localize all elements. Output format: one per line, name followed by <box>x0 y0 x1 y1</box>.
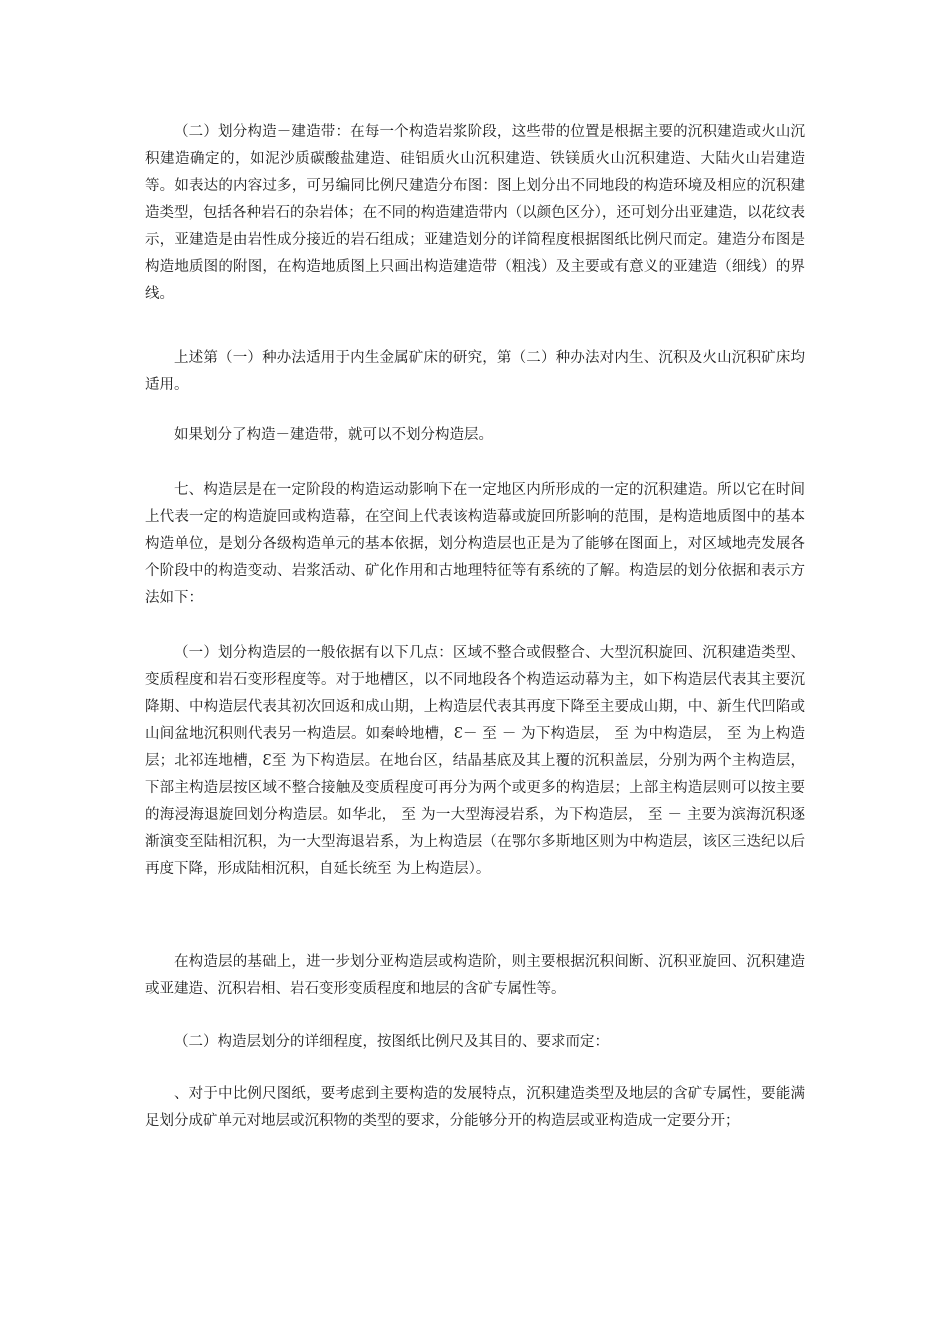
paragraph-tectonic-formation-belts: （二）划分构造－建造带：在每一个构造岩浆阶段，这些带的位置是根据主要的沉积建造或火山沉积建造确定的，如泥沙质碳酸盐建造、硅铝质火山沉积建造、铁镁质火山沉积建造、大陆火山岩建造等。如表达的内容过多，可另编同比例尺建造分布图：图上划分出不同地段的构造环境及相应的沉积建造类型，包括各种岩石的杂岩体；在不同的构造建造带内（以颜色区分），还可划分出亚建造，以花纹表示，亚建造是由岩性成分接近的岩石组成；亚建造划分的详简程度根据图纸比例尺而定。建造分布图是构造地质图的附图，在构造地质图上只画出构造建造带（粗浅）及主要或有意义的亚建造（细线）的界线。 <box>145 124 805 302</box>
paragraph-division-detail: （二）构造层划分的详细程度，按图纸比例尺及其目的、要求而定： <box>174 1034 609 1050</box>
paragraph-no-tectonic-layer: 如果划分了构造－建造带，就可以不划分构造层。 <box>174 427 493 443</box>
paragraph-section-seven-tectonic-layer: 七、构造层是在一定阶段的构造运动影响下在一定地区内所形成的一定的沉积建造。所以它在时间上代表一定的构造旋回或构造幕，在空间上代表该构造幕或旋回所影响的范围，是构造地质图中的基本构造单位，是划分各级构造单元的基本依据，划分构造层也正是为了能够在图面上，对区域地壳发展各个阶段中的构造变动、岩浆活动、矿化作用和古地理特征等有系统的了解。构造层的划分依据和表示方法如下： <box>145 482 805 606</box>
paragraph-medium-scale-maps: 、对于中比例尺图纸，要考虑到主要构造的发展特点，沉积建造类型及地层的含矿专属性，要能满足划分成矿单元对地层或沉积物的类型的要求，分能够分开的构造层或亚构造成一定要分开； <box>145 1086 805 1129</box>
paragraph-division-criteria: （一）划分构造层的一般依据有以下几点：区域不整合或假整合、大型沉积旋回、沉积建造类型、变质程度和岩石变形程度等。对于地槽区，以不同地段各个构造运动幕为主，如下构造层代表其主要沉降期、中构造层代表其初次回返和成山期，上构造层代表其再度下降至主要成山期，中、新生代凹陷或山间盆地沉积则代表另一构造层。如秦岭地槽，Ɛ－ 至 － 为下构造层， 至 为中构造层， 至 为上构造层；北祁连地槽，Ɛ至 为下构造层。在地台区，结晶基底及其上覆的沉积盖层，分别为两个主构造层，下部主构造层按区域不整合接触及变质程度可再分为两个或更多的构造层；上部主构造层则可以按主要的海浸海退旋回划分构造层。如华北， 至 为一大型海浸岩系，为下构造层， 至 － 主要为滨海沉积逐渐演变至陆相沉积，为一大型海退岩系，为上构造层（在鄂尔多斯地区则为中构造层，该区三迭纪以后再度下降，形成陆相沉积，自延长统至 为上构造层）。 <box>145 645 805 877</box>
paragraph-method-applicability: 上述第（一）种办法适用于内生金属矿床的研究，第（二）种办法对内生、沉积及火山沉积矿床均适用。 <box>145 350 805 393</box>
paragraph-sub-tectonic-layer: 在构造层的基础上，进一步划分亚构造层或构造阶，则主要根据沉积间断、沉积亚旋回、沉积建造或亚建造、沉积岩相、岩石变形变质程度和地层的含矿专属性等。 <box>145 954 805 997</box>
